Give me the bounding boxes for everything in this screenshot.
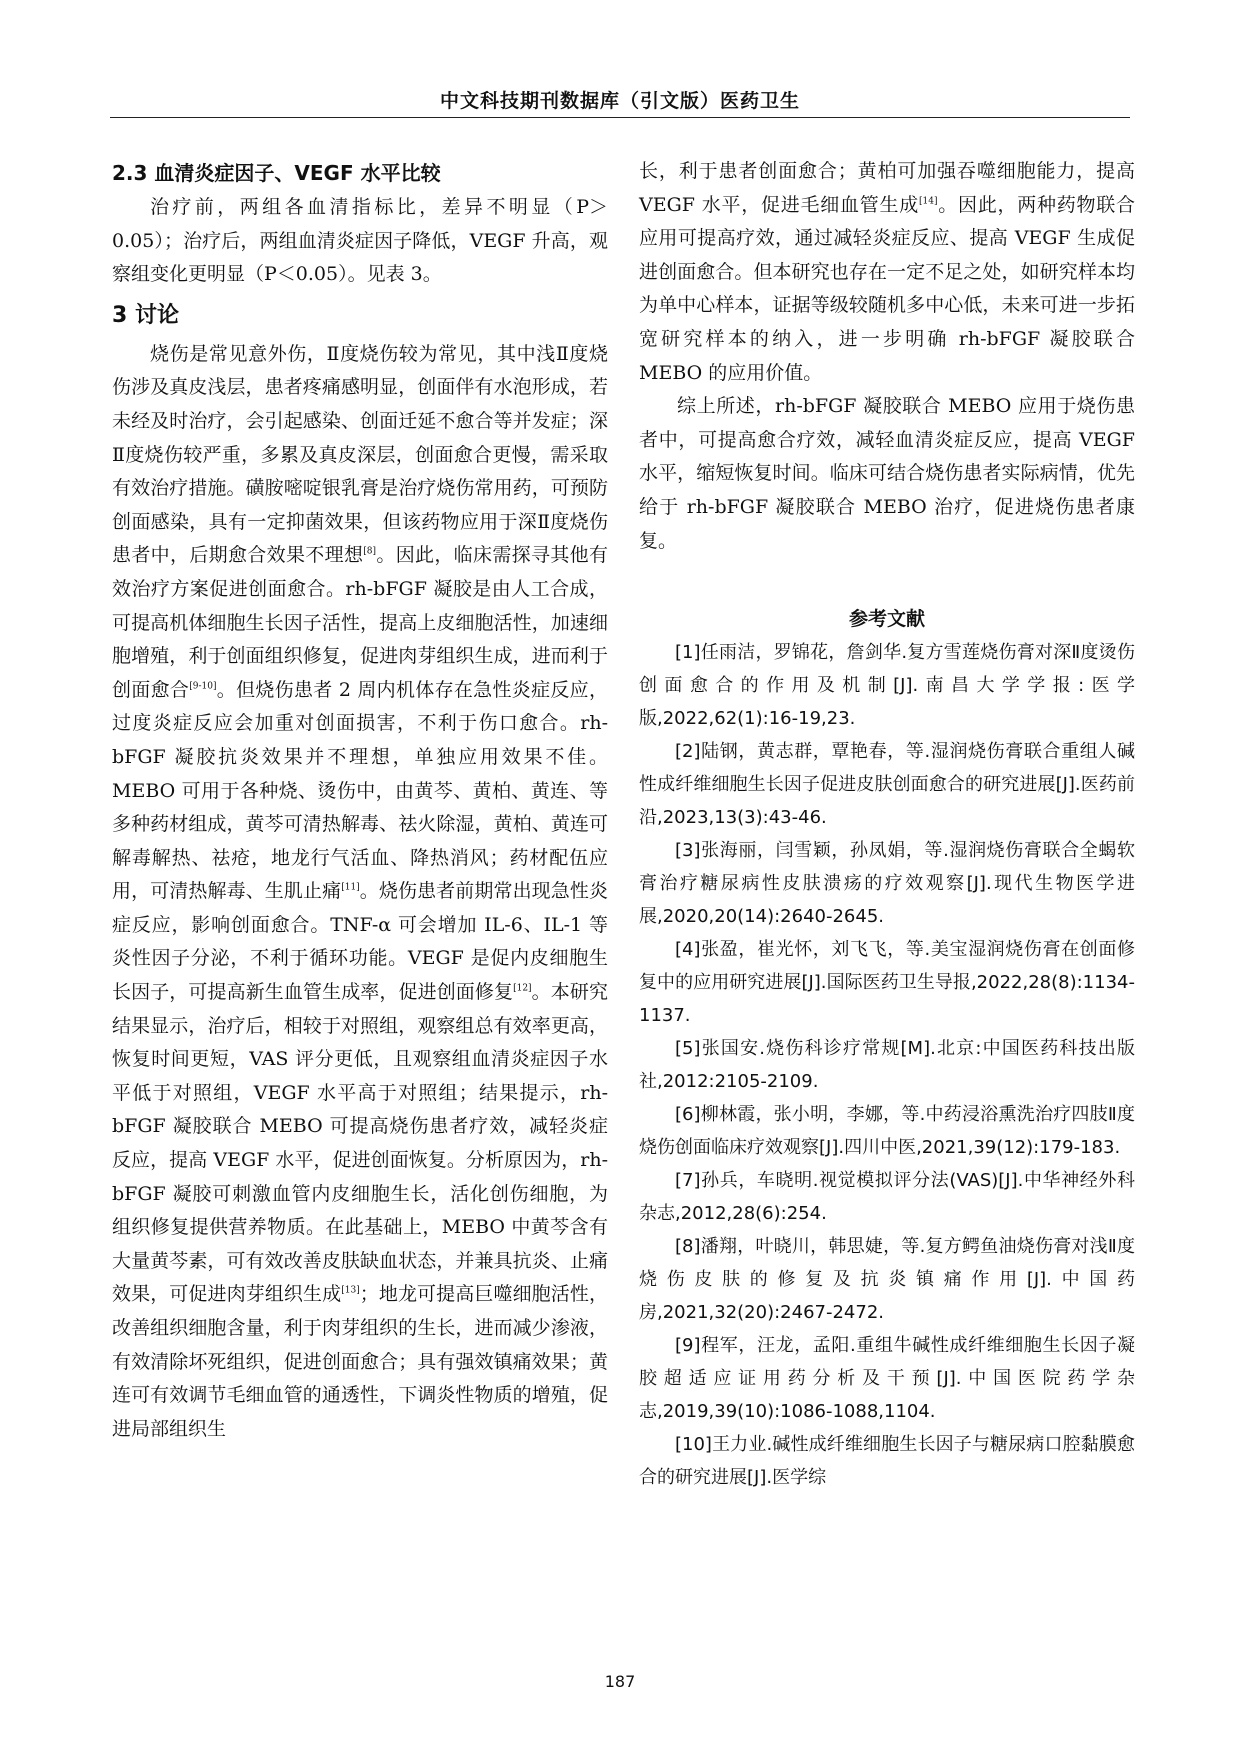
left-column: [112, 155, 608, 1446]
section-2-3-paragraph: 治疗前，两组各血清指标比，差异不明显（P＞0.05）；治疗后，两组血清炎症因子降低，VEGF 升高，观察组变化更明显（P＜0.05）。见表 3。: [112, 196, 608, 286]
reference-item: [7]孙兵，车晓明.视觉模拟评分法(VAS)[J].中华神经外科杂志,2012,28(6):254.: [639, 1170, 1135, 1225]
discussion-text-f: ；地龙可提高巨噬细胞活性，改善组织细胞含量，利于肉芽组织的生长，进而减少渗液，有效清除坏死组织，促进创面愈合；具有强效镇痛效果；黄连可有效调节毛细血管的通透性，下调炎性物质的增殖，促进局部组织生: [112, 1283, 608, 1440]
discussion-continuation: [639, 155, 1135, 390]
discussion-text-d: 。烧伤患者前期常出现急性炎症反应，影响创面愈合。TNF-α 可会增加 IL-6、IL-1 等炎性因子分泌，不利于循环功能。VEGF 是促内皮细胞生长因子，可提高新生血管生成率，促进创面修复: [112, 880, 608, 1004]
references-title: 参考文献: [848, 608, 925, 631]
citation-8: [8]: [363, 547, 377, 558]
journal-header: 中文科技期刊数据库（引文版）医药卫生: [439, 90, 800, 112]
discussion-text-e: 。本研究结果显示，治疗后，相较于对照组，观察组总有效率更高，恢复时间更短，VAS 评分更低，且观察组血清炎症因子水平低于对照组，VEGF 水平高于对照组；结果提示，rh-bFGF 凝胶联合 MEBO 可提高烧伤患者疗效，减轻炎症反应，提高 VEGF 水平，促进创面恢复。分析原因为，rh-bFGF 凝胶可刺激血管内皮细胞生长，活化创伤细胞，为组织修复提供营养物质。在此基础上，MEBO 中黄芩含有大量黄芩素，可有效改善皮肤缺血状态，并兼具抗炎、止痛效果，可促进肉芽组织生成: [112, 981, 608, 1306]
section-3-heading: 3 讨论: [112, 302, 179, 328]
references-list: [639, 636, 1135, 1494]
conclusion-paragraph: 综上所述，rh-bFGF 凝胶联合 MEBO 应用于烧伤患者中，可提高愈合疗效，减轻血清炎症反应，提高 VEGF 水平，缩短恢复时间。临床可结合烧伤患者实际病情，优先给于 rh-bFGF 凝胶联合 MEBO 治疗，促进烧伤患者康复。: [639, 395, 1135, 552]
reference-item: [2]陆钢，黄志群，覃艳春，等.湿润烧伤膏联合重组人碱性成纤维细胞生长因子促进皮肤创面愈合的研究进展[J].医药前沿,2023,13(3):43-46.: [639, 741, 1135, 829]
continuation-text-b: 。因此，两种药物联合应用可提高疗效，通过减轻炎症反应、提高 VEGF 生成促进创面愈合。但本研究也存在一定不足之处，如研究样本均为单中心样本，证据等级较随机多中心低，未来可进一步拓宽研究样本的纳入，进一步明确 rh-bFGF 凝胶联合 MEBO 的应用价值。: [639, 193, 1135, 384]
section-2-3-heading: 2.3 血清炎症因子、VEGF 水平比较: [112, 161, 441, 185]
citation-9-10: [9-10]: [189, 681, 217, 692]
continuation-text-a: 长，利于患者创面愈合；黄柏可加强吞噬细胞能力，提高 VEGF 水平，促进毛细血管生成: [639, 160, 1135, 216]
discussion-paragraph: [112, 338, 608, 1447]
citation-13: [13]: [341, 1286, 360, 1297]
reference-item: [9]程军，汪龙，孟阳.重组牛碱性成纤维细胞生长因子凝胶超适应证用药分析及干预[J].中国医院药学杂志,2019,39(10):1086-1088,1104.: [639, 1335, 1135, 1423]
discussion-text-c: 。但烧伤患者 2 周内机体存在急性炎症反应，过度炎症反应会加重对创面损害，不利于伤口愈合。rh-bFGF 凝胶抗炎效果并不理想，单独应用效果不佳。MEBO 可用于各种烧、烫伤中，由黄芩、黄柏、黄连、等多种药材组成，黄芩可清热解毒、祛火除湿，黄柏、黄连可解毒解热、祛疮，地龙行气活血、降热消风；药材配伍应用，可清热解毒、生肌止痛: [112, 678, 608, 903]
reference-item: [3]张海丽，闫雪颖，孙凤娟，等.湿润烧伤膏联合全蝎软膏治疗糖尿病性皮肤溃疡的疗效观察[J].现代生物医学进展,2020,20(14):2640-2645.: [639, 840, 1135, 928]
reference-item: [6]柳林霞，张小明，李娜，等.中药浸浴熏洗治疗四肢Ⅱ度烧伤创面临床疗效观察[J].四川中医,2021,39(12):179-183.: [639, 1104, 1135, 1159]
citation-11: [11]: [341, 882, 360, 893]
reference-item: [1]任雨洁，罗锦花，詹剑华.复方雪莲烧伤膏对深Ⅱ度烫伤创面愈合的作用及机制[J].南昌大学学报:医学版,2022,62(1):16-19,23.: [639, 642, 1135, 730]
right-column: [639, 155, 1135, 1494]
reference-item: [8]潘翔，叶晓川，韩思婕，等.复方鳄鱼油烧伤膏对浅Ⅱ度烧伤皮肤的修复及抗炎镇痛作用[J].中国药房,2021,32(20):2467-2472.: [639, 1236, 1135, 1324]
reference-item: [5]张国安.烧伤科诊疗常规[M].北京:中国医药科技出版社,2012:2105-2109.: [639, 1038, 1135, 1093]
discussion-text-a: 烧伤是常见意外伤，Ⅱ度烧伤较为常见，其中浅Ⅱ度烧伤涉及真皮浅层，患者疼痛感明显，创面伴有水泡形成，若未经及时治疗，会引起感染、创面迁延不愈合等并发症；深Ⅱ度烧伤较严重，多累及真皮深层，创面愈合更慢，需采取有效治疗措施。磺胺嘧啶银乳膏是治疗烧伤常用药，可预防创面感染，具有一定抑菌效果，但该药物应用于深Ⅱ度烧伤患者中，后期愈合效果不理想: [112, 342, 608, 567]
discussion-text-b: 。因此，临床需探寻其他有效治疗方案促进创面愈合。rh-bFGF 凝胶是由人工合成，可提高机体细胞生长因子活性，提高上皮细胞活性，加速细胞增殖，利于创面组织修复，促进肉芽组织生成，进而利于创面愈合: [112, 544, 608, 701]
reference-item: [10]王力业.碱性成纤维细胞生长因子与糖尿病口腔黏膜愈合的研究进展[J].医学综: [639, 1434, 1135, 1489]
header-divider: [110, 117, 1130, 118]
reference-item: [4]张盈，崔光怀，刘飞飞，等.美宝湿润烧伤膏在创面修复中的应用研究进展[J].国际医药卫生导报,2022,28(8):1134-1137.: [639, 939, 1135, 1027]
page-number: 187: [604, 1672, 636, 1691]
citation-12: [12]: [513, 983, 532, 994]
citation-14: [14]: [919, 196, 938, 207]
